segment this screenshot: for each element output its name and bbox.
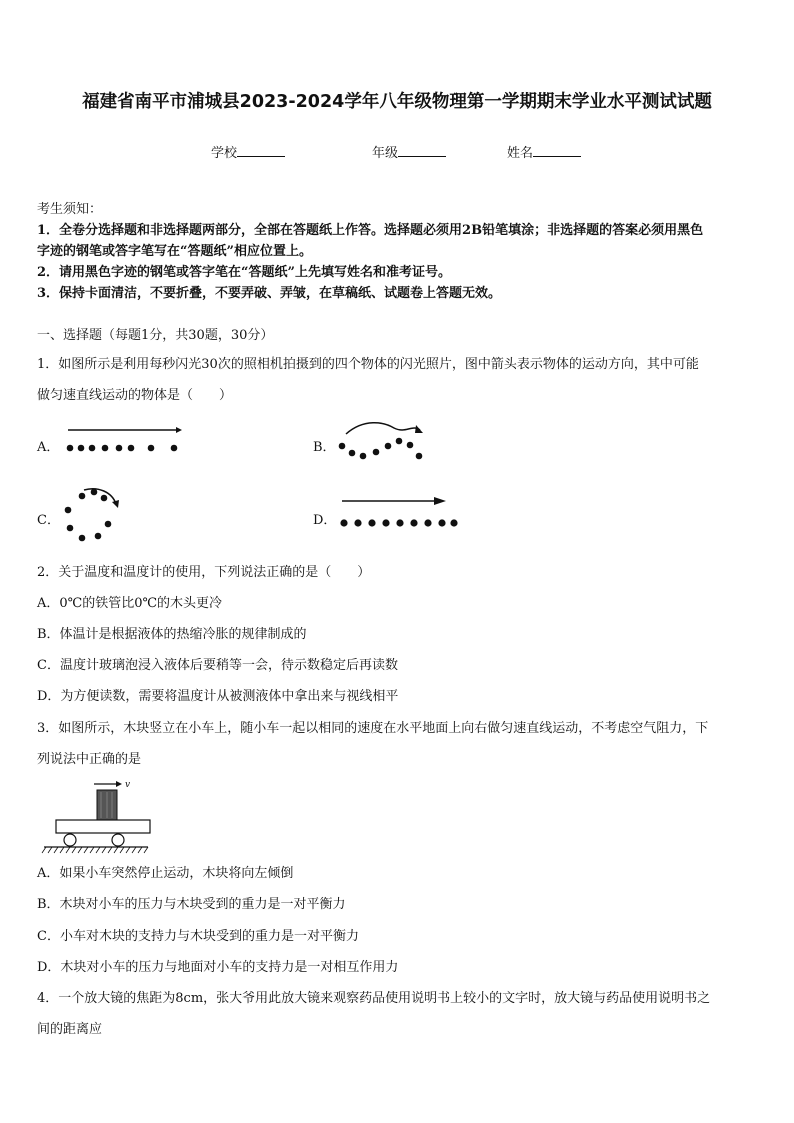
notice-item: 2．请用黑色字迹的钢笔或答字笔在“答题纸”上先填写姓名和准考证号。: [37, 265, 452, 280]
q2-option-a: A．0℃的铁管比0℃的木头更冷: [37, 596, 223, 611]
q2-option-b: B．体温计是根据液体的热缩冷胀的规律制成的: [37, 627, 307, 642]
school-blank: [237, 144, 285, 157]
school-field: [211, 142, 285, 161]
notice-item: 字迹的钢笔或答字笔写在“答题纸”相应位置上。: [37, 244, 312, 259]
q3-option-c: C．小车对木块的支持力与木块受到的重力是一对平衡力: [37, 929, 359, 944]
grade-blank: [398, 144, 446, 157]
q2-option-d: D．为方便读数，需要将温度计从被测液体中拿出来与视线相平: [37, 689, 399, 704]
notice-heading: 考生须知：: [37, 202, 103, 217]
q3-option-b: B．木块对小车的压力与木块受到的重力是一对平衡力: [37, 897, 346, 912]
question-2-stem: 2．关于温度和温度计的使用，下列说法正确的是（ ）: [37, 565, 371, 580]
question-4-stem: 4．一个放大镜的焦距为8cm，张大爷用此放大镜来观察药品使用说明书上较小的文字时，放大镜与药品使用说明书之: [37, 991, 711, 1006]
name-field: [507, 142, 581, 161]
notice-item: 1．全卷分选择题和非选择题两部分，全部在答题纸上作答。选择题必须用2B铅笔填涂；非选择题的答案必须用黑色: [37, 223, 704, 238]
q1-option-a-label: A．: [37, 440, 60, 455]
question-3-stem: 3．如图所示，木块竖立在小车上，随小车一起以相同的速度在水平地面上向右做匀速直线运动，不考虑空气阻力，下: [37, 721, 709, 736]
grade-field: [372, 142, 446, 161]
name-label: 姓名: [507, 146, 534, 161]
q1-figure-c: [60, 484, 125, 546]
q1-figure-a: [64, 424, 184, 456]
question-1-stem-cont: 做匀速直线运动的物体是（ ）: [37, 388, 233, 403]
grade-label: 年级: [372, 146, 399, 161]
q3-option-d: D．木块对小车的压力与地面对小车的支持力是一对相互作用力: [37, 960, 399, 975]
page-title: 福建省南平市浦城县2023-2024学年八年级物理第一学期期末学业水平测试试题: [82, 92, 712, 112]
velocity-label: v: [125, 780, 131, 790]
q2-option-c: C．温度计玻璃泡浸入液体后要稍等一会，待示数稳定后再读数: [37, 658, 398, 673]
section-heading: 一、选择题（每题1分，共30题，30分）: [37, 328, 274, 343]
notice-item: 3．保持卡面清洁，不要折叠，不要弄破、弄皱，在草稿纸、试题卷上答题无效。: [37, 286, 502, 301]
q1-figure-b: [336, 418, 431, 464]
q3-option-a: A．如果小车突然停止运动，木块将向左倾倒: [37, 866, 294, 881]
question-1-stem: 1．如图所示是利用每秒闪光30次的照相机拍摄到的四个物体的闪光照片，图中箭头表示物体的运动方向，其中可能: [37, 357, 699, 372]
name-blank: [533, 144, 581, 157]
school-label: 学校: [211, 146, 238, 161]
question-4-stem-cont: 间的距离应: [37, 1022, 103, 1037]
q3-cart-figure: [42, 778, 154, 858]
q1-option-d-label: D．: [313, 513, 337, 528]
q1-figure-d: [338, 494, 462, 530]
q1-option-c-label: C．: [37, 513, 60, 528]
question-3-stem-cont: 列说法中正确的是: [37, 752, 142, 767]
q1-option-b-label: B．: [313, 440, 336, 455]
